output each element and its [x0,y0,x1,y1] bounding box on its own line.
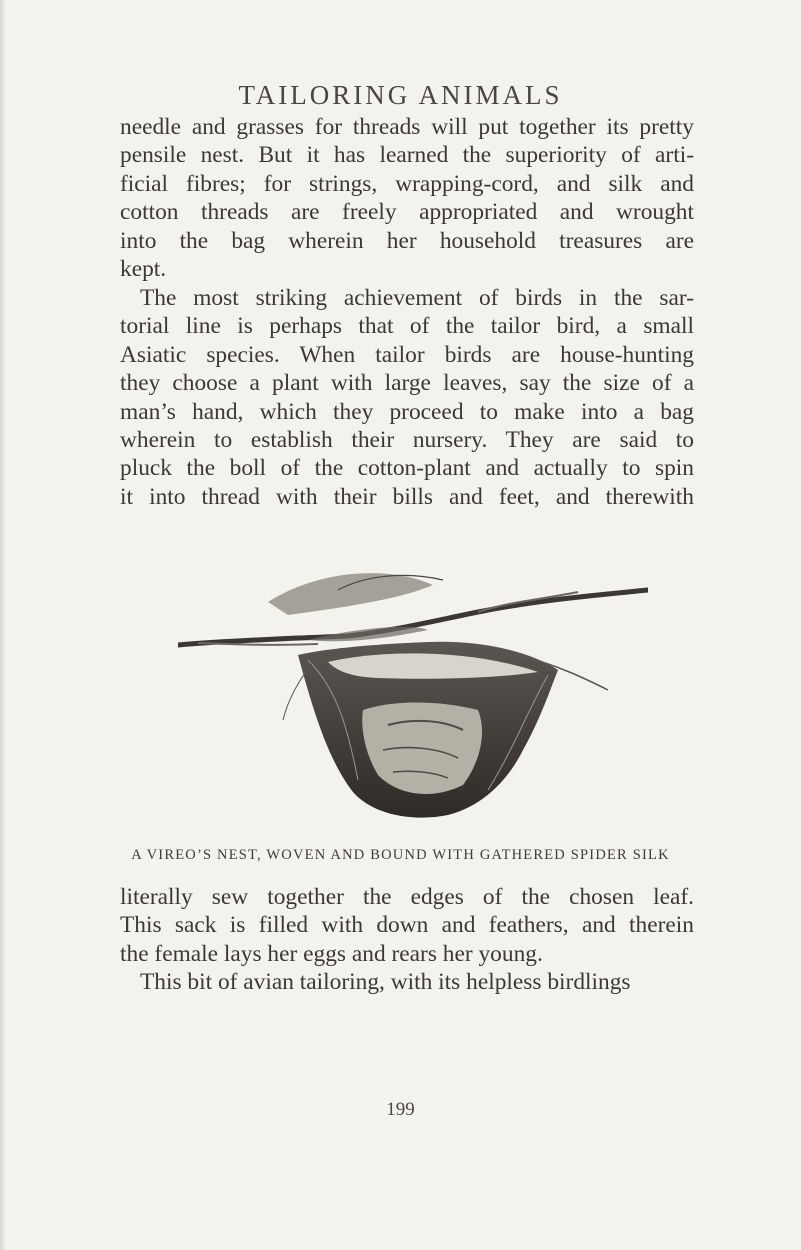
running-head: TAILORING ANIMALS [238,80,563,110]
text-line: into the bag wherein her household treasures are [120,227,694,254]
text-line: the female lays her eggs and rears her young. [120,940,543,967]
text-line: pluck the boll of the cotton-plant and actually to spin [120,455,694,482]
text-line: man’s hand, which they proceed to make into a bag [120,398,694,425]
vireo-nest-illustration [178,560,648,830]
text-line: ficial fibres; for strings, wrapping-cord, and silk and [120,170,694,197]
text-line: This bit of avian tailoring, with its helpless birdlings [140,969,631,996]
text-line: This sack is filled with down and feathers, and therein [120,912,694,939]
text-line: torial line is perhaps that of the tailor bird, a small [120,313,694,340]
page-number: 199 [386,1099,415,1120]
text-line: The most striking achievement of birds in the sar- [140,285,694,311]
text-line: pensile nest. But it has learned the superiority of arti- [120,142,694,169]
paragraph-1 [120,113,694,283]
text-line: wherein to establish their nursery. They are said to [120,427,694,454]
text-line: Asiatic species. When tailor birds are house-hunting [120,341,694,368]
text-line: they choose a plant with large leaves, say the size of a [120,370,694,397]
text-line: kept. [120,256,167,283]
text-line: needle and grasses for threads will put together its pretty [120,114,694,140]
text-line: it into thread with their bills and feet, and therewith [120,483,694,510]
page-edge-shadow [0,0,6,1250]
text-line: cotton threads are freely appropriated and wrought [120,199,694,226]
paragraph-2 [120,284,694,511]
text-line: literally sew together the edges of the chosen leaf. [120,884,694,910]
paragraph-3 [120,883,694,997]
figure-caption: A VIREO’S NEST, WOVEN AND BOUND WITH GATHERED SPIDER SILK [131,847,670,863]
